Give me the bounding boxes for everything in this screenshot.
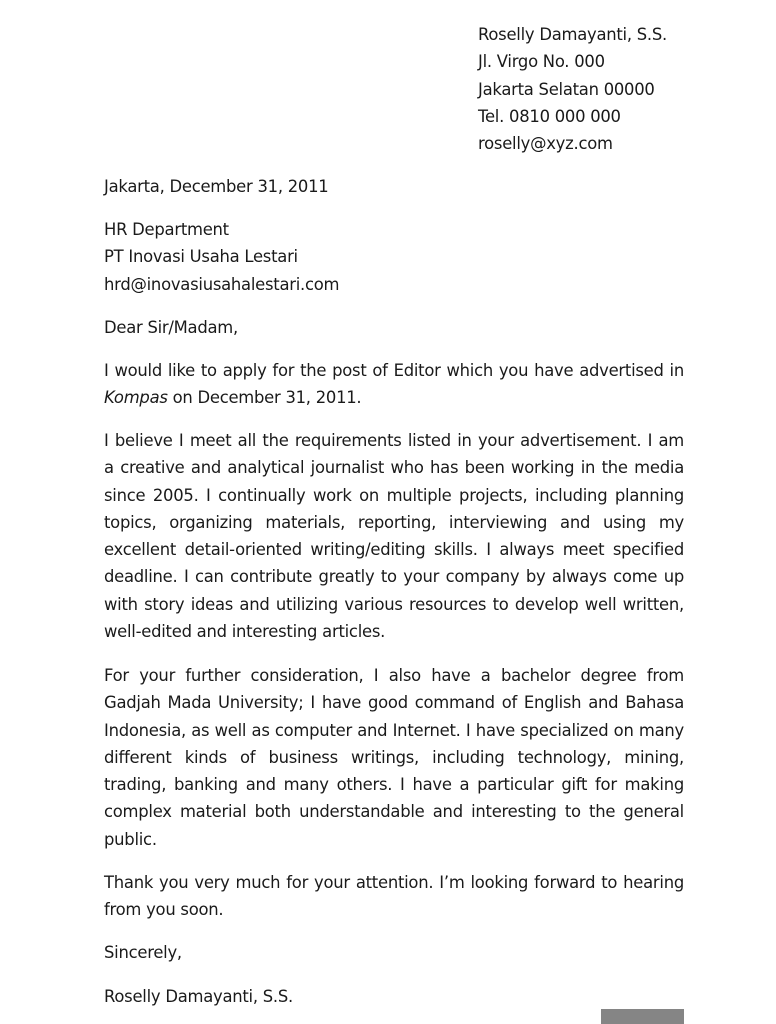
publication-name: Kompas — [104, 388, 168, 408]
sender-email: roselly@xyz.com — [478, 134, 613, 154]
scroll-indicator-bar — [601, 1009, 684, 1024]
sender-address-block — [478, 21, 667, 157]
sender-street: Jl. Virgo No. 000 — [478, 52, 605, 72]
paragraph-qualifications — [104, 427, 684, 645]
paragraph-line-rest: on December 31, 2011. — [167, 388, 362, 408]
paragraph-line — [104, 384, 684, 411]
paragraph-line: Thank you very much for your attention. I’m looking forward to hearing — [104, 873, 684, 892]
paragraph-line: a creative and analytical journalist who has been working in the media — [104, 458, 684, 478]
recipient-company: PT Inovasi Usaha Lestari — [104, 247, 298, 267]
paragraph-line: Indonesia, as well as computer and Internet. I have specialized on many — [104, 720, 684, 740]
paragraph-application — [104, 357, 684, 412]
sender-city: Jakarta Selatan 00000 — [478, 79, 655, 99]
paragraph-line: excellent detail-oriented writing/editing skills. I always meet specified — [104, 540, 684, 560]
paragraph-line: deadline. I can contribute greatly to your company by always come up — [104, 567, 684, 587]
paragraph-thanks — [104, 869, 684, 924]
salutation: Dear Sir/Madam, — [104, 318, 238, 337]
paragraph-line: I believe I meet all the requirements listed in your advertisement. I am — [104, 431, 684, 450]
paragraph-line: I would like to apply for the post of Editor which you have advertised in — [104, 361, 684, 380]
closing: Sincerely, — [104, 943, 182, 962]
paragraph-line: with story ideas and utilizing various resources to develop well written, — [104, 594, 684, 614]
paragraph-line: topics, organizing materials, reporting, interviewing and using my — [104, 512, 684, 532]
paragraph-line: different kinds of business writings, including technology, mining, — [104, 747, 684, 767]
paragraph-line: from you soon. — [104, 900, 224, 920]
paragraph-line: public. — [104, 829, 157, 849]
sender-phone: Tel. 0810 000 000 — [478, 106, 621, 126]
paragraph-line: Gadjah Mada University; I have good command of English and Bahasa — [104, 693, 684, 713]
recipient-address-block — [104, 216, 339, 298]
letter-date: Jakarta, December 31, 2011 — [104, 177, 329, 196]
paragraph-line: For your further consideration, I also have a bachelor degree from — [104, 666, 684, 685]
recipient-department: HR Department — [104, 220, 229, 239]
paragraph-line: well-edited and interesting articles. — [104, 622, 386, 642]
paragraph-line: since 2005. I continually work on multiple projects, including planning — [104, 485, 684, 505]
paragraph-education — [104, 662, 684, 853]
recipient-email: hrd@inovasiusahalestari.com — [104, 274, 340, 294]
paragraph-line: trading, banking and many others. I have a particular gift for making — [104, 775, 684, 795]
sender-name: Roselly Damayanti, S.S. — [478, 25, 668, 44]
signature-name: Roselly Damayanti, S.S. — [104, 987, 294, 1006]
paragraph-line: complex material both understandable and interesting to the general — [104, 802, 684, 822]
